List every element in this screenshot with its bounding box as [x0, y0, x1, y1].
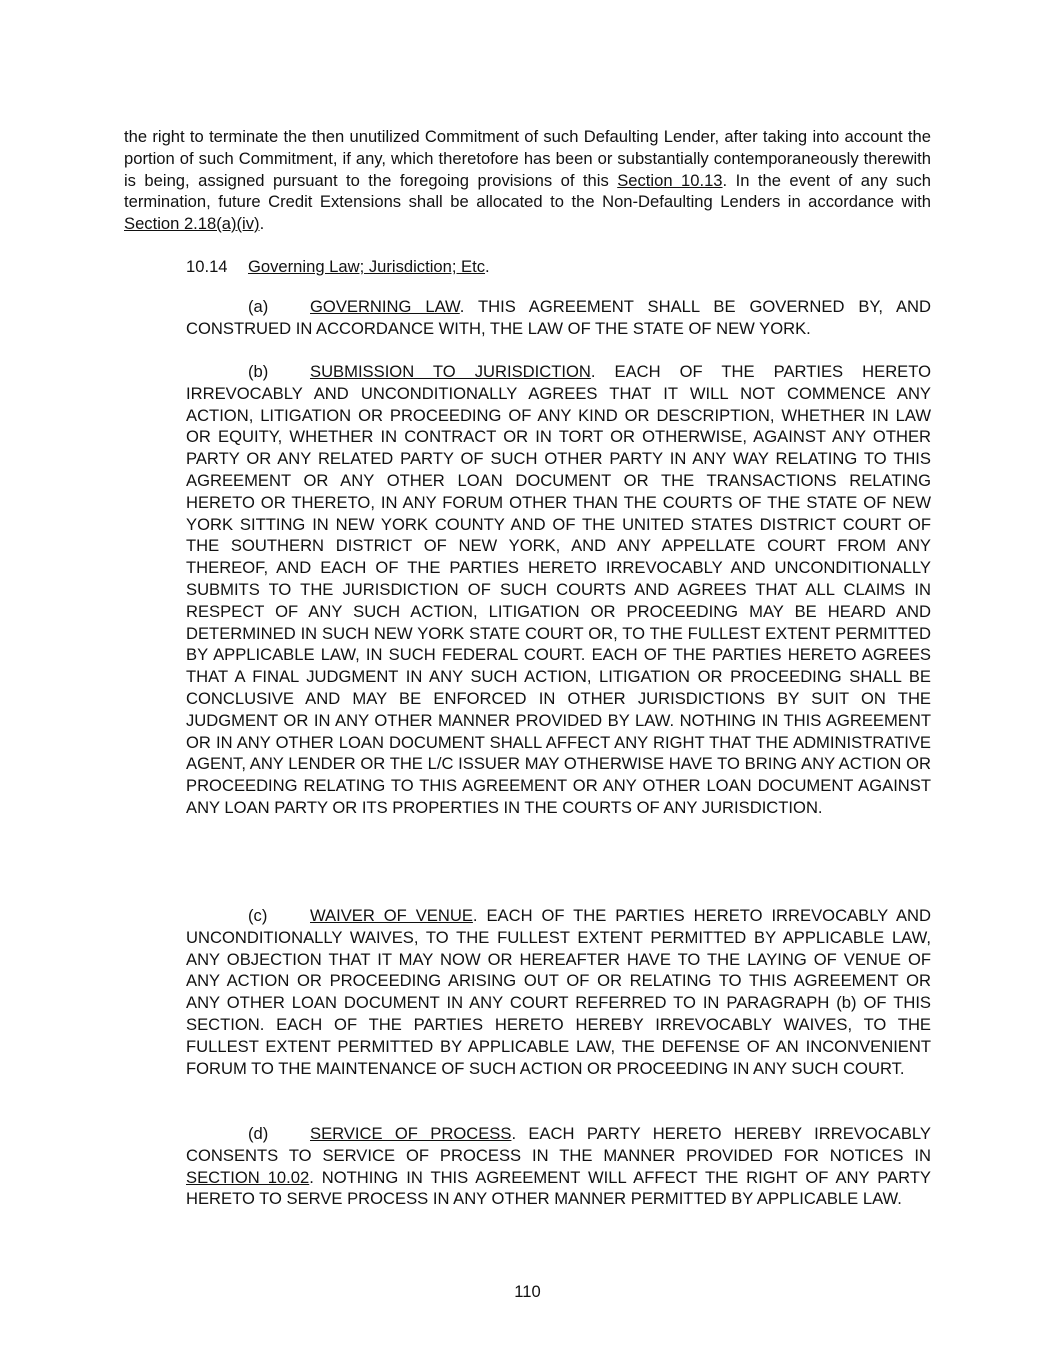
paragraph-body: . EACH OF THE PARTIES HERETO IRREVOCABLY AND UNCONDITIONALLY AGREES THAT IT WILL NOT COMMENCE ANY ACTION, LITIGATION OR PROCEEDING OF ANY KIND OR DESCRIPTION, WHETHER IN LAW OR EQUITY, WHETHER IN CONTRACT OR IN TORT OR OTHERWISE, AGAINST ANY OTHER PARTY OR ANY RELATED PARTY OF SUCH OTHER PARTY IN ANY WAY RELATING TO THIS AGREEMENT OR ANY OTHER LOAN DOCUMENT OR THE TRANSACTIONS RELATING HERETO OR THERETO, IN ANY FORUM OTHER THAN THE COURTS OF THE STATE OF NEW YORK SITTING IN NEW YORK COUNTY AND OF THE UNITED STATES DISTRICT COURT OF THE SOUTHERN DISTRICT OF NEW YORK, AND ANY APPELLATE COURT FROM ANY THEREOF, AND EACH OF THE PARTIES HERETO IRREVOCABLY AND UNCONDITIONALLY SUBMITS TO THE JURISDICTION OF SUCH COURTS AND AGREES THAT ALL CLAIMS IN RESPECT OF ANY SUCH ACTION, LITIGATION OR PROCEEDING MAY BE HEARD AND DETERMINED IN SUCH NEW YORK STATE COURT OR, TO THE FULLEST EXTENT PERMITTED BY APPLICABLE LAW, IN SUCH FEDERAL COURT. EACH OF THE PARTIES HERETO AGREES THAT A FINAL JUDGMENT IN ANY SUCH ACTION, LITIGATION OR PROCEEDING SHALL BE CONCLUSIVE AND MAY BE ENFORCED IN OTHER JURISDICTIONS BY SUIT ON THE JUDGMENT OR IN ANY OTHER MANNER PROVIDED BY LAW. NOTHING IN THIS AGREEMENT OR IN ANY OTHER LOAN DOCUMENT SHALL AFFECT ANY RIGHT THAT THE ADMINISTRATIVE AGENT, ANY LENDER OR THE L/C ISSUER MAY OTHERWISE HAVE TO BRING ANY ACTION OR PROCEEDING RELATING TO THIS AGREEMENT OR ANY OTHER LOAN DOCUMENT AGAINST ANY LOAN PARTY OR ITS PROPERTIES IN THE COURTS OF ANY JURISDICTION. [186, 362, 931, 817]
paragraph-governing-law [186, 296, 931, 340]
section-title: Governing Law; Jurisdiction; Etc [248, 257, 486, 276]
paragraph-label: (d) [248, 1124, 269, 1143]
page-number: 110 [514, 1282, 541, 1301]
section-heading [186, 256, 490, 278]
paragraph-label: (a) [248, 297, 269, 316]
section-number: 10.14 [186, 257, 228, 276]
paragraph-label: (c) [248, 906, 268, 925]
paragraph-waiver-of-venue [186, 905, 931, 1079]
paragraph-body: . NOTHING IN THIS AGREEMENT WILL AFFECT THE RIGHT OF ANY PARTY HERETO TO SERVE PROCESS IN ANY OTHER MANNER PERMITTED BY APPLICABLE LAW. [186, 1167, 931, 1209]
paragraph-submission-to-jurisdiction [186, 361, 931, 819]
paragraph-body: . EACH OF THE PARTIES HERETO IRREVOCABLY AND UNCONDITIONALLY WAIVES, TO THE FULLEST EXTENT PERMITTED BY APPLICABLE LAW, ANY OBJECTION THAT IT MAY NOW OR HEREAFTER HAVE TO THE LAYING OF VENUE OF ANY ACTION OR PROCEEDING ARISING OUT OF OR RELATING TO THIS AGREEMENT OR ANY OTHER LOAN DOCUMENT IN ANY COURT REFERRED TO IN PARAGRAPH (b) OF THIS SECTION. EACH OF THE PARTIES HERETO HEREBY IRREVOCABLY WAIVES, TO THE FULLEST EXTENT PERMITTED BY APPLICABLE LAW, THE DEFENSE OF AN INCONVENIENT FORUM TO THE MAINTENANCE OF SUCH ACTION OR PROCEEDING IN ANY SUCH COURT. [186, 906, 932, 1078]
paragraph-service-of-process [186, 1123, 931, 1210]
section-title-period: . [485, 257, 490, 276]
paragraph-caption: WAIVER OF VENUE [310, 906, 473, 925]
paragraph-body: . EACH PARTY HERETO HEREBY IRREVOCABLY CONSENTS TO SERVICE OF PROCESS IN THE MANNER PROVIDED FOR NOTICES IN [186, 1124, 931, 1165]
section-reference-link: Section 2.18(a)(iv) [124, 214, 260, 234]
section-reference-link: Section 10.13 [617, 170, 723, 190]
paragraph-caption: SERVICE OF PROCESS [310, 1124, 512, 1143]
intro-text: . In the event of any such termination, future Credit Extensions shall be allocated to the Non-Defaulting Lenders in accordance with [124, 170, 932, 212]
paragraph-body: . THIS AGREEMENT SHALL BE GOVERNED BY, AND CONSTRUED IN ACCORDANCE WITH, THE LAW OF THE STATE OF NEW YORK. [186, 297, 931, 338]
intro-text: . [259, 214, 265, 234]
paragraph-label: (b) [248, 362, 269, 381]
intro-paragraph [124, 126, 931, 235]
intro-text: the right to terminate the then unutilized Commitment of such Defaulting Lender, after taking into account the portion of such Commitment, if any, which theretofore has been or substantially contemporaneously therewith is being, assigned pursuant to the foregoing provisions of this [124, 127, 931, 190]
paragraph-caption: GOVERNING LAW [310, 297, 460, 316]
section-reference-link: SECTION 10.02 [186, 1167, 310, 1187]
paragraph-caption: SUBMISSION TO JURISDICTION [310, 362, 591, 381]
